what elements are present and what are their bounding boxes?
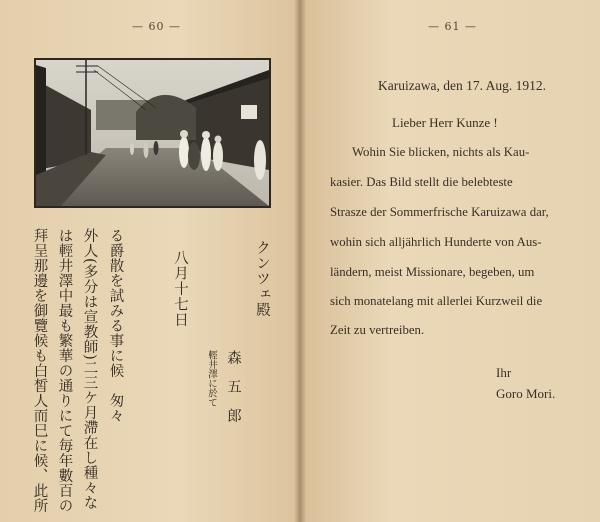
body-line-1: Wohin Sie blicken, nichts als Kau- (352, 145, 530, 159)
signature-place: 輕井澤に於て (206, 350, 217, 407)
street-scene-image (36, 60, 269, 206)
closing: Ihr (496, 365, 512, 380)
salutation: Lieber Herr Kunze ! (392, 115, 498, 130)
body-line-2: kasier. Das Bild stellt die belebteste (330, 175, 513, 189)
letter-date: 八月十七日 (172, 250, 188, 328)
letter-line-2: は輕井澤中最も繁華の通りにて毎年數百の (56, 228, 73, 513)
page-number: — 61 — (428, 20, 477, 33)
body-line-4: wohin sich alljährlich Hunderte von Aus- (330, 235, 542, 249)
body-line-7: Zeit zu vertreiben. (330, 323, 425, 337)
book-gutter (294, 0, 306, 522)
page-number: — 60 — (132, 20, 181, 33)
street-photograph (34, 58, 271, 208)
body-line-5: ländern, meist Missionare, begeben, um (330, 265, 535, 279)
letter-line-1: 拜呈那邊を御覽候も白皙人而巳に候、此所 (31, 228, 48, 513)
dateline: Karuizawa, den 17. Aug. 1912. (378, 78, 546, 93)
signature: Goro Mori. (496, 386, 556, 401)
letter-line-4: る爵散を試みる事に候 匆々 (107, 228, 124, 423)
addressee: クンツェ殿 (254, 240, 270, 318)
signature-name: 森 五 郎 (225, 350, 241, 423)
body-line-6: sich monatelang mit allerlei Kurzweil die (330, 294, 543, 308)
body-line-3: Strasze der Sommerfrische Karuizawa dar, (330, 205, 549, 219)
letter-line-3: 外人(多分は宣教師)二三ケ月滯在し種々な (81, 228, 98, 511)
